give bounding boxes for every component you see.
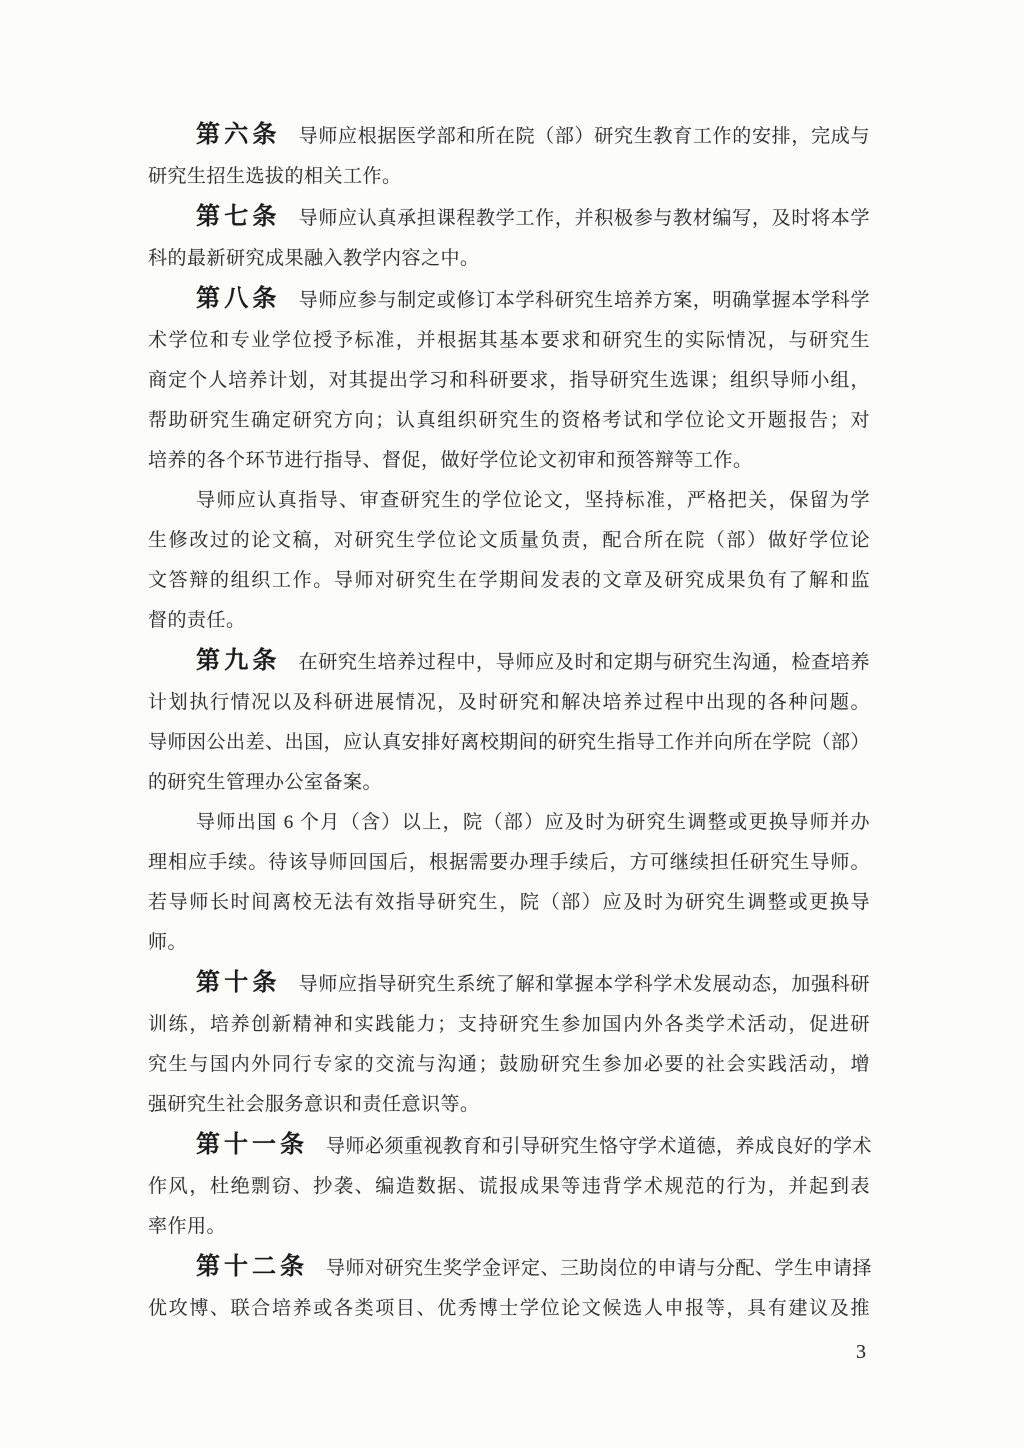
text-line: 师。	[148, 932, 188, 953]
text-line: 计划执行情况以及科研进展情况，及时研究和解决培养过程中出现的各种问题。	[148, 692, 870, 713]
text-line: 术学位和专业学位授予标准，并根据其基本要求和研究生的实际情况，与研究生	[148, 330, 870, 351]
text-line: 率作用。	[148, 1216, 227, 1237]
paragraph	[148, 803, 870, 963]
text-line: 导师应认真指导、审查研究生的学位论文，坚持标准，严格把关，保留为学	[196, 490, 870, 511]
text-line: 文答辩的组织工作。导师对研究生在学期间发表的文章及研究成果负有了解和监	[148, 570, 870, 591]
text-line: 训练，培养创新精神和实践能力；支持研究生参加国内外各类学术活动，促进研	[148, 1014, 870, 1035]
text-line: 究生与国内外同行专家的交流与沟通；鼓励研究生参加必要的社会实践活动，增	[148, 1054, 870, 1075]
text-line: 第七条 导师应认真承担课程教学工作，并积极参与教材编写，及时将本学	[196, 203, 870, 230]
text-line: 第十一条 导师必须重视教育和引导研究生恪守学术道德，养成良好的学术	[196, 1131, 873, 1158]
text-line: 帮助研究生确定研究方向；认真组织研究生的资格考试和学位论文开题报告；对	[148, 410, 870, 431]
text-line: 第八条 导师应参与制定或修订本学科研究生培养方案，明确掌握本学科学	[196, 285, 870, 312]
document-body	[148, 115, 873, 1329]
paragraph	[148, 279, 870, 481]
text-line: 导师因公出差、出国，应认真安排好离校期间的研究生指导工作并向所在学院（部）	[148, 732, 870, 753]
text-line: 科的最新研究成果融入教学内容之中。	[148, 248, 480, 269]
text-line: 理相应手续。待该导师回国后，根据需要办理手续后，方可继续担任研究生导师。	[148, 852, 870, 873]
text-line: 研究生招生选拔的相关工作。	[148, 166, 402, 187]
paragraph	[148, 963, 870, 1125]
article-number: 第七条	[196, 203, 281, 230]
text-line: 第六条 导师应根据医学部和所在院（部）研究生教育工作的安排，完成与	[196, 121, 870, 148]
paragraph	[148, 481, 870, 641]
paragraph	[148, 1125, 873, 1247]
paragraph	[148, 641, 870, 803]
text-line: 商定个人培养计划，对其提出学习和科研要求，指导研究生选课；组织导师小组，	[148, 370, 870, 391]
article-number: 第十条	[196, 969, 281, 996]
article-number: 第六条	[196, 121, 281, 148]
text-line: 培养的各个环节进行指导、督促，做好学位论文初审和预答辩等工作。	[148, 450, 753, 471]
text-line: 若导师长时间离校无法有效指导研究生，院（部）应及时为研究生调整或更换导	[148, 892, 870, 913]
article-number: 第十一条	[196, 1131, 308, 1158]
text-line: 第十条 导师应指导研究生系统了解和掌握本学科学术发展动态，加强科研	[196, 969, 870, 996]
article-number: 第八条	[196, 285, 281, 312]
text-line: 督的责任。	[148, 610, 246, 631]
text-line: 强研究生社会服务意识和责任意识等。	[148, 1094, 480, 1115]
text-line: 第十二条 导师对研究生奖学金评定、三助岗位的申请与分配、学生申请择	[196, 1253, 873, 1280]
paragraph	[148, 197, 870, 279]
text-line: 导师出国 6 个月（含）以上，院（部）应及时为研究生调整或更换导师并办	[196, 812, 870, 833]
text-line: 生修改过的论文稿，对研究生学位论文质量负责，配合所在院（部）做好学位论	[148, 530, 870, 551]
paragraph	[148, 115, 870, 197]
text-line: 第九条 在研究生培养过程中，导师应及时和定期与研究生沟通，检查培养	[196, 647, 870, 674]
text-line: 作风，杜绝剽窃、抄袭、编造数据、谎报成果等违背学术规范的行为，并起到表	[148, 1176, 870, 1197]
paragraph	[148, 1247, 873, 1329]
article-number: 第十二条	[196, 1253, 308, 1280]
text-line: 的研究生管理办公室备案。	[148, 772, 383, 793]
text-line: 优攻博、联合培养或各类项目、优秀博士学位论文候选人申报等，具有建议及推	[148, 1298, 870, 1319]
article-number: 第九条	[196, 647, 281, 674]
page-number: 3	[856, 1341, 866, 1363]
